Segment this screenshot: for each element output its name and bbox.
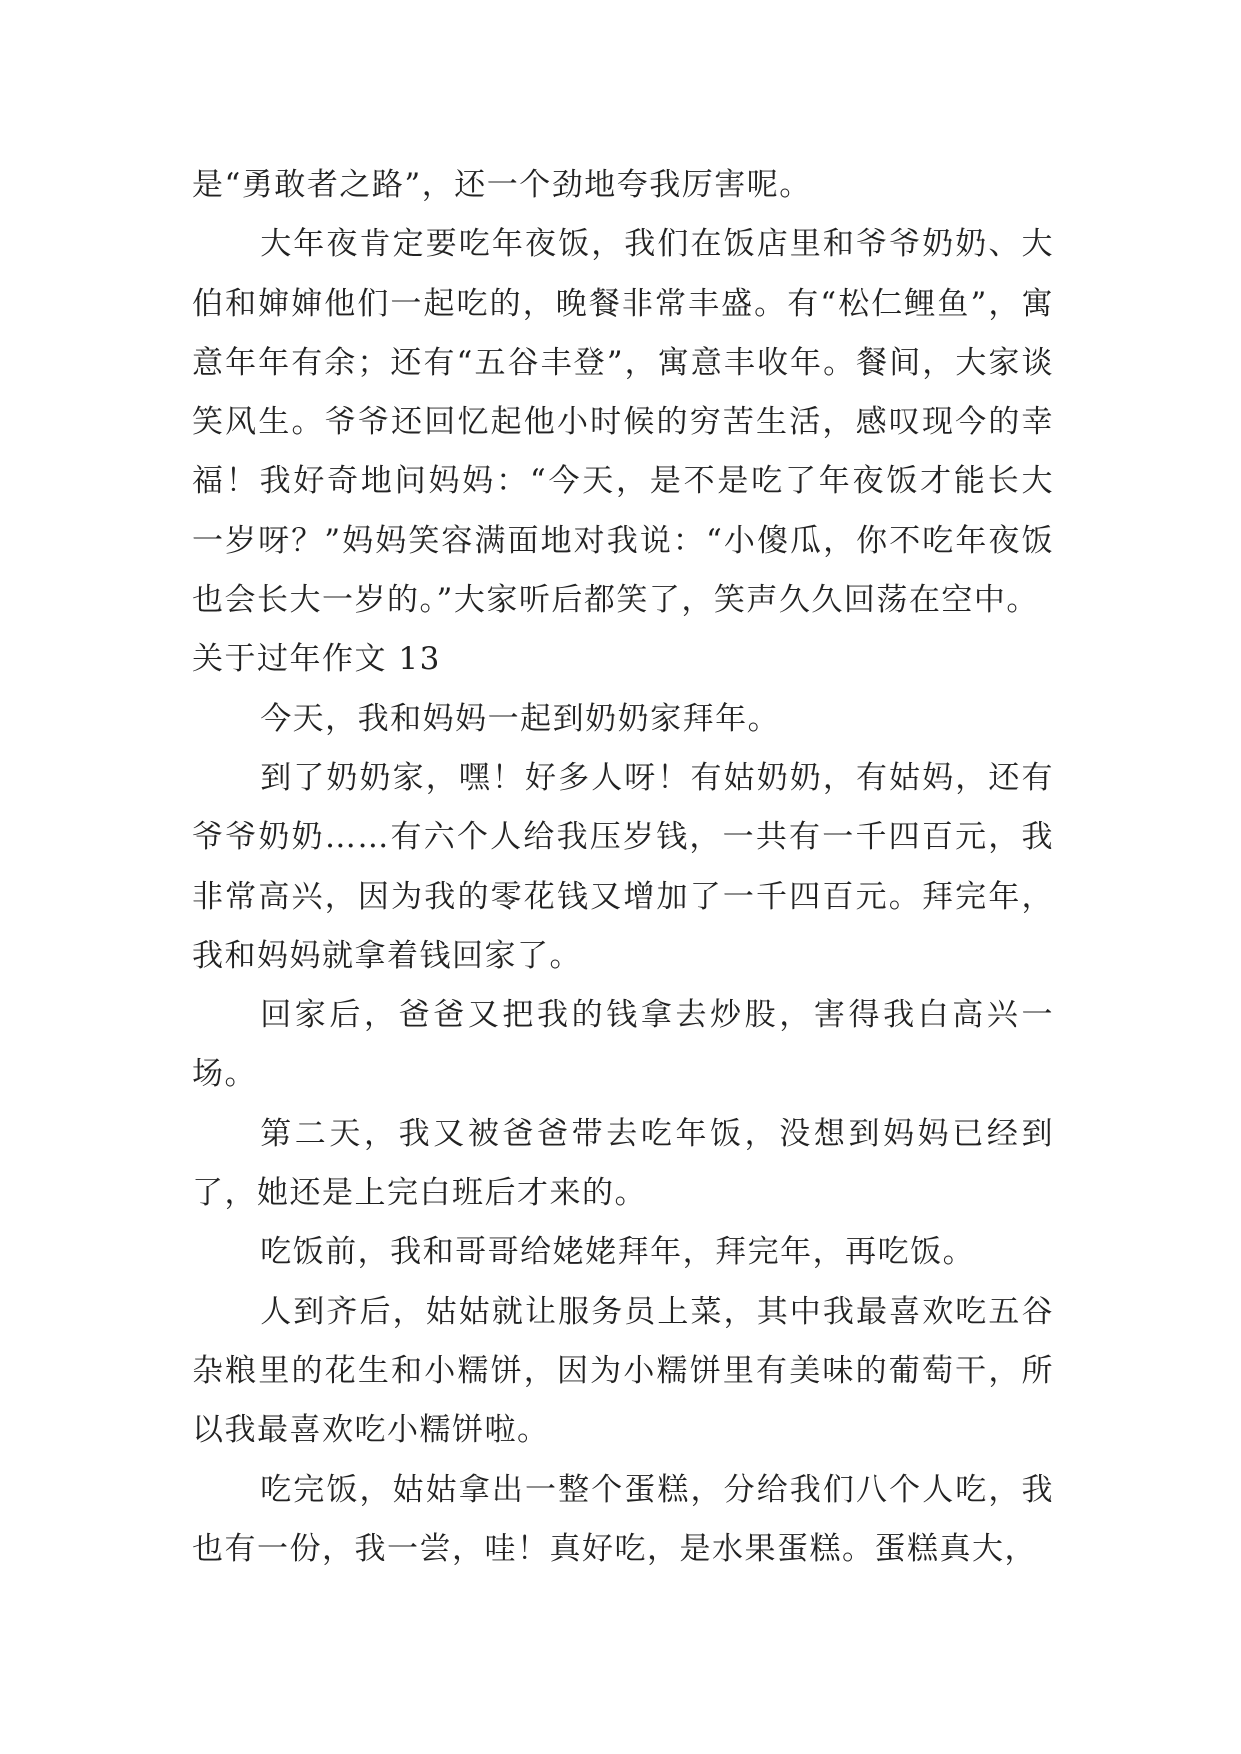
paragraph: 吃完饭，姑姑拿出一整个蛋糕，分给我们八个人吃，我也有一份，我一尝，哇！真好吃，是水果蛋糕。蛋糕真大， [192, 1471, 1054, 1567]
paragraph: 第二天，我又被爸爸带去吃年饭，没想到妈妈已经到了，她还是上完白班后才来的。 [192, 1115, 1054, 1212]
paragraph: 回家后，爸爸又把我的钱拿去炒股，害得我白高兴一场。 [192, 997, 1054, 1093]
paragraph: 今天，我和妈妈一起到奶奶家拜年。 [260, 700, 781, 737]
paragraph: 人到齐后，姑姑就让服务员上菜，其中我最喜欢吃五谷杂粮里的花生和小糯饼，因为小糯饼里有美味的葡萄干，所以我最喜欢吃小糯饼啦。 [192, 1293, 1054, 1449]
section-title: 关于过年作文 13 [192, 641, 441, 678]
paragraph: 到了奶奶家，嘿！好多人呀！有姑奶奶，有姑妈，还有爷爷奶奶……有六个人给我压岁钱，一共有一千四百元，我非常高兴，因为我的零花钱又增加了一千四百元。拜完年，我和妈妈就拿着钱回家了。 [192, 759, 1054, 974]
paragraph-new-year-dinner: 大年夜肯定要吃年夜饭，我们在饭店里和爷爷奶奶、大伯和婶婶他们一起吃的，晚餐非常丰盛。有“松仁鲤鱼”，寓意年年有余；还有“五谷丰登”，寓意丰收年。餐间，大家谈笑风生。爷爷还回忆起他小时候的穷苦生活，感叹现今的幸福！我好奇地问妈妈：“今天，是不是吃了年夜饭才能长大一岁呀？”妈妈笑容满面地对我说：“小傻瓜，你不吃年夜饭也会长大一岁的。”大家听后都笑了，笑声久久回荡在空中。 [192, 226, 1054, 619]
paragraph-continuation: 是“勇敢者之路”，还一个劲地夸我厉害呢。 [192, 167, 812, 203]
paragraph: 吃饭前，我和哥哥给姥姥拜年，拜完年，再吃饭。 [260, 1234, 976, 1271]
document-body [192, 156, 1054, 1579]
